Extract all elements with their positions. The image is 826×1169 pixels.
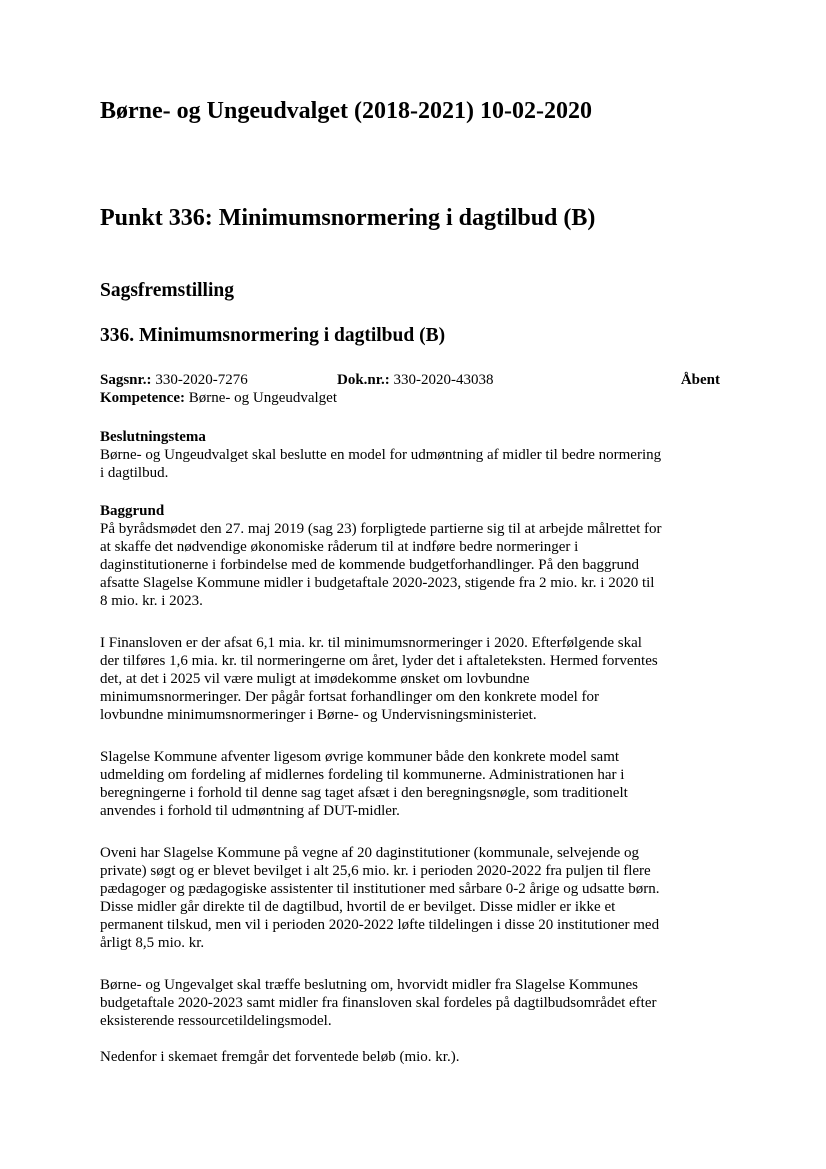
text-line: minimumsnormeringer. Der pågår fortsat forhandlinger om den konkrete model for [100,689,600,705]
text-line: permanent tilskud, men vil i perioden 2020-2022 løfte tildelingen i disse 20 institutioner med [100,917,660,933]
text-line: Slagelse Kommune afventer ligesom øvrige kommuner både den konkrete model samt [100,749,620,765]
text-line: Oveni har Slagelse Kommune på vegne af 20 daginstitutioner (kommunale, selvejende og [100,845,640,861]
text-line: beregningerne i forhold til denne sag taget afsæt i den beregningsnøgle, som traditionelt [100,785,628,801]
finanslov-paragraph [100,634,728,724]
baggrund-title: Baggrund [100,503,165,519]
doknr [337,371,494,389]
kompetence-label: Kompetence: [100,390,185,406]
text-line: det, at det i 2025 vil være muligt at imødekomme ønsket om lovbundne [100,671,530,687]
text-line: i dagtilbud. [100,465,169,481]
punkt-title: Punkt 336: Minimumsnormering i dagtilbud (B) [100,205,596,231]
text-line: daginstitutionerne i forbindelse med de kommende budgetforhandlinger. På den baggrund [100,557,640,573]
beslutningstema-section [100,428,728,482]
kompetence-value: Børne- og Ungeudvalget [188,390,338,406]
text-line: Børne- og Ungeudvalget skal beslutte en model for udmøntning af midler til bedre normering [100,447,662,463]
text-line: Disse midler går direkte til de dagtilbud, hvortil de er bevilget. Disse midler er ikke et [100,899,616,915]
afventer-paragraph [100,748,728,820]
text-line: I Finansloven er der afsat 6,1 mia. kr. til minimumsnormeringer i 2020. Efterfølgende skal [100,635,642,651]
nedenfor-paragraph [100,1048,728,1066]
text-line: afsatte Slagelse Kommune midler i budgetaftale 2020-2023, stigende fra 2 mio. kr. i 2020 til [100,575,655,591]
text-line: budgetaftale 2020-2023 samt midler fra finansloven skal fordeles på dagtilbudsområdet efter [100,995,657,1011]
text-line: Børne- og Ungevalget skal træffe beslutning om, hvorvidt midler fra Slagelse Kommunes [100,977,638,993]
kompetence-row [100,389,337,407]
text-line: udmelding om fordeling af midlernes fordeling til kommunerne. Administrationen har i [100,767,625,783]
text-line: Nedenfor i skemaet fremgår det forventede beløb (mio. kr.). [100,1049,460,1065]
text-line: 8 mio. kr. i 2023. [100,593,203,609]
item-heading: 336. Minimumsnormering i dagtilbud (B) [100,325,446,346]
text-line: private) søgt og er blevet bevilget i alt 25,6 mio. kr. i perioden 2020-2022 fra puljen til flere [100,863,651,879]
doknr-value: 330-2020-43038 [393,372,494,388]
beslutningstema-text [100,446,728,482]
sagsnr-value: 330-2020-7276 [155,372,248,388]
doknr-label: Dok.nr.: [337,372,390,388]
beslutningstema-title: Beslutningstema [100,429,206,445]
sagsnr [100,372,248,388]
text-line: der tilføres 1,6 mia. kr. til normeringerne om året, lyder det i aftaleteksten. Hermed forventes [100,653,658,669]
section-heading: Sagsfremstilling [100,280,234,301]
text-line: anvendes i forhold til udmøntning af DUT-midler. [100,803,400,819]
case-meta-row [100,371,720,389]
text-line: at skaffe det nødvendige økonomiske råderum til at indføre bedre normeringer i [100,539,579,555]
baggrund-section [100,502,728,610]
meeting-title: Børne- og Ungeudvalget (2018-2021) 10-02-2020 [100,98,592,124]
text-line: eksisterende ressourcetildelingsmodel. [100,1013,332,1029]
beslutning-paragraph [100,976,728,1030]
text-line: årligt 8,5 mio. kr. [100,935,205,951]
sagsnr-label: Sagsnr.: [100,372,152,388]
text-line: lovbundne minimumsnormeringer i Børne- og Undervisningsministeriet. [100,707,537,723]
text-line: pædagoger og pædagogiske assistenter til institutioner med sårbare 0-2 årige og udsatte børn. [100,881,660,897]
oveni-paragraph [100,844,728,952]
text-line: På byrådsmødet den 27. maj 2019 (sag 23) forpligtede partierne sig til at arbejde målrettet for [100,521,662,537]
baggrund-text [100,520,728,610]
status-badge: Åbent [680,372,720,388]
